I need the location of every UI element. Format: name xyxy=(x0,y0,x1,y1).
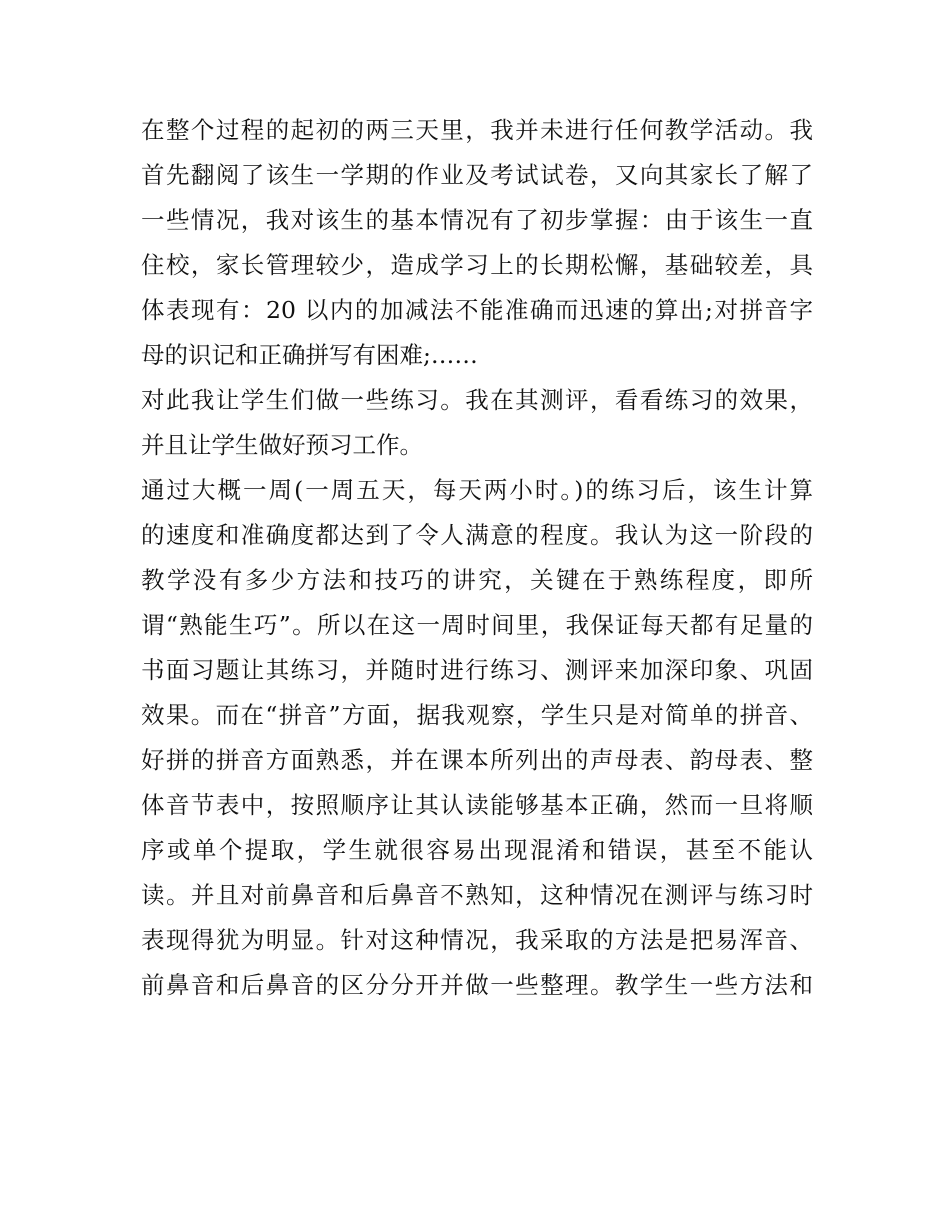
text-line: 体音节表中，按照顺序让其认读能够基本正确，然而一旦将顺 xyxy=(141,791,813,819)
text-line: 谓“熟能生巧”。所以在这一周时间里，我保证每天都有足量的 xyxy=(141,611,813,639)
text-line: 在整个过程的起初的两三天里，我并未进行任何教学活动。我 xyxy=(141,116,813,144)
text-line: 通过大概一周(一周五天，每天两小时。)的练习后，该生计算 xyxy=(141,476,813,504)
text-line: 并且让学生做好预习工作。 xyxy=(141,431,423,459)
text-line: 书面习题让其练习，并随时进行练习、测评来加深印象、巩固 xyxy=(141,656,813,684)
text-line: 母的识记和正确拼写有困难;…… xyxy=(141,341,478,369)
paragraph-3 xyxy=(141,468,813,1008)
text-line: 对此我让学生们做一些练习。我在其测评，看看练习的效果， xyxy=(141,386,813,414)
text-line: 前鼻音和后鼻音的区分分开并做一些整理。教学生一些方法和 xyxy=(141,971,813,999)
text-line: 效果。而在“拼音”方面，据我观察，学生只是对简单的拼音、 xyxy=(141,701,813,729)
paragraph-1 xyxy=(141,108,813,378)
text-line: 一些情况，我对该生的基本情况有了初步掌握：由于该生一直 xyxy=(141,206,813,234)
text-line: 序或单个提取，学生就很容易出现混淆和错误，甚至不能认 xyxy=(141,836,813,864)
text-line: 首先翻阅了该生一学期的作业及考试试卷，又向其家长了解了 xyxy=(141,161,813,189)
text-line: 的速度和准确度都达到了令人满意的程度。我认为这一阶段的 xyxy=(141,521,813,549)
text-line: 体表现有：20 以内的加减法不能准确而迅速的算出;对拼音字 xyxy=(141,296,813,324)
body-text xyxy=(141,108,813,1008)
text-line: 住校，家长管理较少，造成学习上的长期松懈，基础较差，具 xyxy=(141,251,813,279)
text-line: 表现得犹为明显。针对这种情况，我采取的方法是把易浑音、 xyxy=(141,926,813,954)
text-line: 好拼的拼音方面熟悉，并在课本所列出的声母表、韵母表、整 xyxy=(141,746,813,774)
paragraph-2 xyxy=(141,378,813,468)
text-line: 读。并且对前鼻音和后鼻音不熟知，这种情况在测评与练习时 xyxy=(141,881,813,909)
text-line: 教学没有多少方法和技巧的讲究，关键在于熟练程度，即所 xyxy=(141,566,813,594)
